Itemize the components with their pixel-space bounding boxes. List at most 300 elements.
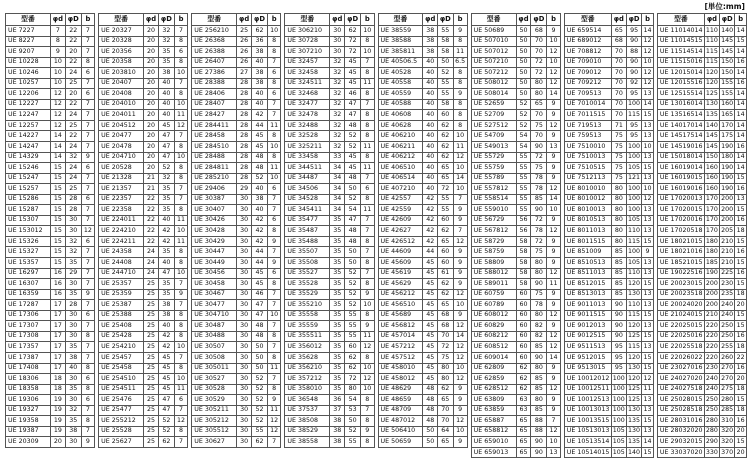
dimension-cell: 80 [531, 310, 547, 321]
dimension-cell: 68 [531, 26, 547, 37]
model-cell: UE 9011013 [564, 300, 611, 311]
model-cell: UE 458010 [378, 363, 423, 374]
dimension-cell: 17 [50, 300, 65, 311]
table-row [657, 131, 746, 142]
model-cell: UE 25428 [99, 331, 144, 342]
table-row [471, 142, 560, 153]
model-cell: UE 345411 [285, 205, 330, 216]
dimension-cell: 50 [423, 426, 438, 437]
table-row [285, 321, 374, 332]
dimension-cell: 72 [345, 36, 361, 47]
model-cell: UE 558514 [471, 194, 516, 205]
model-cell: UE 20478 [99, 142, 144, 153]
dimension-cell: 125 [626, 384, 641, 395]
table-row [99, 395, 188, 406]
model-cell: UE 45619 [378, 268, 423, 279]
dimension-cell: 35 [330, 279, 345, 290]
model-cell: UE 7510515 [564, 163, 611, 174]
dimension-cell: 47 [252, 310, 268, 321]
dimension-cell: 30 [237, 310, 252, 321]
table-row [192, 395, 281, 406]
dimension-cell: 14 [735, 120, 747, 131]
dimension-cell: 40 [252, 89, 268, 100]
dimension-cell: 7 [174, 405, 187, 416]
dimension-cell: 16 [50, 289, 65, 300]
dimension-cell: 16 [735, 247, 747, 258]
dimension-cell: 35 [65, 384, 81, 395]
dimension-cell: 22 [65, 57, 81, 68]
dimension-cell: 100 [611, 395, 626, 406]
dimension-cell: 10 [453, 184, 467, 195]
dimension-cell: 52 [158, 163, 174, 174]
dimension-cell: 47 [158, 395, 174, 406]
model-cell: UE 15357 [6, 258, 51, 269]
dimension-cell: 9 [547, 215, 560, 226]
dimension-cell: 25 [65, 184, 81, 195]
dimension-cell: 13 [642, 120, 654, 131]
dimension-cell: 12 [547, 78, 560, 89]
model-cell: UE 487012 [378, 416, 423, 427]
dimension-cell: 190 [720, 173, 735, 184]
dimension-cell: 13 [547, 447, 560, 458]
model-cell: UE 19358 [6, 416, 51, 427]
model-cell: UE 35559 [285, 321, 330, 332]
model-cell: UE 60759 [471, 289, 516, 300]
dimension-cell: 20 [735, 426, 747, 437]
model-cell: UE 58809 [471, 258, 516, 269]
dimension-cell: 52 [252, 395, 268, 406]
dimension-cell: 8 [50, 36, 65, 47]
table-row [657, 110, 746, 121]
table-row [99, 321, 188, 332]
dimension-cell: 35 [65, 416, 81, 427]
dimension-cell: 85 [531, 374, 547, 385]
dimension-cell: 9 [50, 47, 65, 58]
table-row [99, 163, 188, 174]
dimension-cell: 55 [345, 321, 361, 332]
model-cell: UE 559010 [471, 205, 516, 216]
table-row [285, 89, 374, 100]
model-cell: UE 12015516 [657, 78, 704, 89]
dimension-cell: 26 [237, 57, 252, 68]
dimension-cell: 32 [330, 68, 345, 79]
dimension-cell: 120 [626, 352, 641, 363]
dimension-cell: 7 [267, 247, 280, 258]
dimension-cell: 9 [547, 374, 560, 385]
dimension-cell: 25 [144, 321, 159, 332]
dimension-cell: 10 [642, 57, 654, 68]
table-row [192, 384, 281, 395]
model-cell: UE 50659 [378, 437, 423, 448]
table-row [192, 363, 281, 374]
dimension-cell: 190 [720, 184, 735, 195]
dimension-cell: 15 [735, 395, 747, 406]
dimension-cell: 47 [158, 131, 174, 142]
dimension-cell: 25 [65, 78, 81, 89]
model-cell: UE 244710 [99, 268, 144, 279]
dimension-cell: 52 [158, 416, 174, 427]
model-cell: UE 457512 [378, 352, 423, 363]
dimension-cell: 11 [267, 363, 280, 374]
model-cell: UE 35558 [285, 310, 330, 321]
dimension-cell: 12 [547, 331, 560, 342]
dimension-cell: 6.5 [453, 57, 467, 68]
model-cell: UE 508012 [471, 78, 516, 89]
table-row [471, 215, 560, 226]
dimension-cell: 90 [626, 57, 641, 68]
table-row [378, 226, 467, 237]
model-cell: UE 24027518 [657, 384, 704, 395]
table-row [657, 279, 746, 290]
dimension-cell: 40 [252, 205, 268, 216]
model-cell: UE 256210 [192, 26, 237, 37]
dimension-cell: 85 [611, 279, 626, 290]
dimension-cell: 7 [174, 26, 187, 37]
dimension-cell: 9 [453, 215, 467, 226]
dimension-cell: 6 [81, 163, 94, 174]
dimension-cell: 22 [144, 215, 159, 226]
model-cell: UE 8010012 [564, 194, 611, 205]
model-cell: UE 10228 [6, 57, 51, 68]
dimension-cell: 52 [345, 131, 361, 142]
dimension-cell: 15 [50, 247, 65, 258]
dimension-cell: 35 [330, 342, 345, 353]
table-row [378, 258, 467, 269]
dimension-cell: 16 [735, 416, 747, 427]
dimension-cell: 35 [330, 363, 345, 374]
column-header: b [547, 14, 560, 26]
table-row [657, 68, 746, 79]
table-row [192, 352, 281, 363]
dimension-cell: 9 [547, 300, 560, 311]
dimension-cell: 32 [330, 78, 345, 89]
dimension-cell: 8 [267, 331, 280, 342]
dimension-cell: 10 [361, 300, 374, 311]
dimension-cell: 15 [735, 279, 747, 290]
dimension-cell: 90 [611, 300, 626, 311]
dimension-cell: 58 [516, 268, 531, 279]
model-cell: UE 29406 [192, 184, 237, 195]
dimension-cell: 32 [65, 152, 81, 163]
table-row [99, 194, 188, 205]
dimension-cell: 62 [438, 120, 454, 131]
dimension-cell: 82 [531, 321, 547, 332]
table-row [192, 163, 281, 174]
table-row [285, 437, 374, 448]
dimension-cell: 7 [361, 57, 374, 68]
model-cell: UE 55729 [471, 152, 516, 163]
table-row [192, 374, 281, 385]
dimension-cell: 52 [438, 68, 454, 79]
dimension-cell: 62 [438, 279, 454, 290]
dimension-cell: 135 [704, 110, 719, 121]
table-row [564, 268, 653, 279]
dimension-cell: 75 [611, 152, 626, 163]
table-row [657, 205, 746, 216]
dimension-cell: 70 [611, 110, 626, 121]
dimension-cell: 8 [361, 194, 374, 205]
model-cell: UE 457014 [378, 331, 423, 342]
dimension-cell: 9 [81, 152, 94, 163]
dimension-cell: 55 [516, 194, 531, 205]
dimension-cell: 17 [50, 331, 65, 342]
table-row [657, 215, 746, 226]
dimension-cell: 13 [642, 268, 654, 279]
dimension-cell: 30 [65, 437, 81, 448]
table-row [99, 268, 188, 279]
dimension-cell: 100 [626, 99, 641, 110]
dimension-cell: 13 [642, 173, 654, 184]
dimension-cell: 90 [531, 352, 547, 363]
table-row [378, 99, 467, 110]
table-row [192, 57, 281, 68]
model-cell: UE 40506.5 [378, 57, 423, 68]
dimension-cell: 52 [345, 142, 361, 153]
dimension-cell: 62 [345, 352, 361, 363]
dimension-cell: 8 [361, 36, 374, 47]
dimension-cell: 40 [423, 163, 438, 174]
model-cell: UE 25458 [99, 363, 144, 374]
dimension-cell: 7 [50, 26, 65, 37]
dimension-cell: 38 [330, 416, 345, 427]
dimension-cell: 56 [516, 226, 531, 237]
table-row [657, 89, 746, 100]
dimension-cell: 14 [642, 99, 654, 110]
dimension-cell: 35 [330, 247, 345, 258]
dimension-cell: 42 [158, 331, 174, 342]
model-cell: UE 18306 [6, 374, 51, 385]
dimension-cell: 32 [158, 26, 174, 37]
table-row [378, 152, 467, 163]
dimension-cell: 6 [267, 184, 280, 195]
dimension-cell: 54 [345, 395, 361, 406]
table-row [378, 279, 467, 290]
dimension-cell: 14 [453, 331, 467, 342]
dimension-cell: 38 [423, 26, 438, 37]
dimension-cell: 40 [423, 120, 438, 131]
dimension-cell: 45 [423, 310, 438, 321]
dimension-cell: 15 [642, 163, 654, 174]
dimension-cell: 90 [531, 279, 547, 290]
model-cell: UE 25387 [99, 300, 144, 311]
dimension-cell: 8 [174, 331, 187, 342]
dimension-cell: 52 [252, 374, 268, 385]
table-row [657, 352, 746, 363]
table-row [99, 374, 188, 385]
column-header: b [174, 14, 187, 26]
table-row [6, 258, 95, 269]
dimension-cell: 22 [144, 194, 159, 205]
dimension-cell: 230 [720, 279, 735, 290]
dimension-cell: 30 [65, 226, 81, 237]
dimension-cell: 48 [252, 152, 268, 163]
model-cell: UE 8010513 [564, 215, 611, 226]
table-row [657, 236, 746, 247]
dimension-cell: 24 [65, 142, 81, 153]
dimension-cell: 130 [704, 99, 719, 110]
dimension-cell: 18 [735, 289, 747, 300]
dimension-cell: 120 [626, 321, 641, 332]
dimension-cell: 150 [720, 57, 735, 68]
dimension-cell: 72 [438, 184, 454, 195]
model-cell: UE 28488 [192, 152, 237, 163]
dimension-cell: 25 [144, 437, 159, 448]
model-cell: UE 35487 [285, 226, 330, 237]
table-row [471, 78, 560, 89]
dimension-cell: 210 [704, 310, 719, 321]
dimension-cell: 275 [720, 384, 735, 395]
dimension-cell: 70 [531, 131, 547, 142]
dimension-cell: 6 [267, 268, 280, 279]
dimension-cell: 78 [531, 300, 547, 311]
column-header: φd [237, 14, 252, 26]
dimension-cell: 30 [65, 279, 81, 290]
dimension-cell: 10 [453, 300, 467, 311]
dimension-cell: 8 [361, 110, 374, 121]
model-cell: UE 30456 [192, 268, 237, 279]
table-row [471, 405, 560, 416]
dimension-cell: 20 [144, 89, 159, 100]
model-cell: UE 11515016 [657, 57, 704, 68]
dimension-cell: 9 [453, 258, 467, 269]
dimension-cell: 8 [174, 173, 187, 184]
dimension-cell: 10 [547, 57, 560, 68]
model-cell: UE 42557 [378, 194, 423, 205]
table-row [657, 184, 746, 195]
table-row [99, 247, 188, 258]
model-cell: UE 203810 [99, 68, 144, 79]
dimension-cell: 190 [704, 268, 719, 279]
table-row [99, 426, 188, 437]
dimension-cell: 62 [516, 374, 531, 385]
dimension-cell: 10 [361, 47, 374, 58]
dimension-cell: 8 [174, 310, 187, 321]
table-row [192, 437, 281, 448]
model-cell: UE 9012515 [564, 331, 611, 342]
table-row [471, 194, 560, 205]
table-row [99, 89, 188, 100]
table-row [192, 226, 281, 237]
dimension-cell: 70 [611, 99, 626, 110]
dimension-cell: 62 [345, 363, 361, 374]
model-cell: UE 18021016 [657, 247, 704, 258]
table-row [192, 152, 281, 163]
dimension-cell: 47 [158, 405, 174, 416]
table-row [285, 184, 374, 195]
dimension-cell: 75 [611, 163, 626, 174]
dimension-cell: 30 [237, 258, 252, 269]
dimension-cell: 8 [361, 279, 374, 290]
dimension-cell: 220 [704, 331, 719, 342]
model-cell: UE 8512015 [564, 279, 611, 290]
dimension-cell: 38 [65, 352, 81, 363]
dimension-cell: 10 [642, 184, 654, 195]
dimension-cell: 35 [158, 194, 174, 205]
model-cell: UE 355511 [285, 331, 330, 342]
model-cell: UE 344511 [285, 163, 330, 174]
model-cell: UE 10513514 [564, 437, 611, 448]
dimension-cell: 155 [720, 78, 735, 89]
dimension-cell: 8 [174, 142, 187, 153]
dimension-cell: 50 [345, 247, 361, 258]
table-row [99, 36, 188, 47]
model-cell: UE 14247 [6, 142, 51, 153]
table-row [192, 184, 281, 195]
dimension-cell: 30 [237, 416, 252, 427]
model-cell: UE 30467 [192, 289, 237, 300]
model-cell: UE 25477 [99, 405, 144, 416]
dimension-cell: 40 [423, 152, 438, 163]
table-row [99, 120, 188, 131]
table-row [471, 321, 560, 332]
dimension-cell: 30 [237, 194, 252, 205]
dimension-cell: 30 [237, 205, 252, 216]
dimension-cell: 48 [252, 331, 268, 342]
dimension-cell: 10 [267, 173, 280, 184]
dimension-cell: 9 [453, 26, 467, 37]
dimension-cell: 7 [174, 131, 187, 142]
table-row [285, 363, 374, 374]
table-row [285, 236, 374, 247]
model-cell: UE 30728 [285, 36, 330, 47]
dimension-cell: 45 [423, 342, 438, 353]
dimension-cell: 10 [174, 342, 187, 353]
model-cell: UE 17020016 [657, 215, 704, 226]
dimension-cell: 8 [267, 47, 280, 58]
dimension-cell: 46 [345, 89, 361, 100]
dimension-cell: 9 [547, 236, 560, 247]
table-row [285, 352, 374, 363]
dimension-cell: 13 [642, 342, 654, 353]
dimension-cell: 12 [642, 374, 654, 385]
model-cell: UE 17408 [6, 363, 51, 374]
column-header: b [267, 14, 280, 26]
table-row [378, 194, 467, 205]
model-cell: UE 15307 [6, 215, 51, 226]
dimension-cell: 30 [237, 279, 252, 290]
dimension-cell: 42 [252, 215, 268, 226]
dimension-cell: 55 [438, 78, 454, 89]
model-cell: UE 659514 [564, 26, 611, 37]
table-row [564, 289, 653, 300]
model-cell: UE 27386 [192, 68, 237, 79]
dimension-cell: 105 [626, 258, 641, 269]
dimension-cell: 14 [735, 89, 747, 100]
model-cell: UE 709010 [564, 57, 611, 68]
dimension-cell: 35 [65, 289, 81, 300]
column-header: 型番 [99, 14, 144, 26]
dimension-cell: 42 [423, 205, 438, 216]
table-row [471, 57, 560, 68]
dimension-cell: 65 [438, 173, 454, 184]
dimension-cell: 115 [626, 342, 641, 353]
header-row [192, 14, 281, 26]
table-row [564, 395, 653, 406]
table-row [378, 236, 467, 247]
dimension-cell: 190 [720, 142, 735, 153]
model-cell: UE 10012513 [564, 395, 611, 406]
model-cell: UE 15246 [6, 163, 51, 174]
dimension-cell: 38 [252, 194, 268, 205]
model-cell: UE 358010 [285, 384, 330, 395]
dimension-cell: 53 [345, 405, 361, 416]
table-row [564, 131, 653, 142]
dimension-cell: 11 [453, 142, 467, 153]
dimension-cell: 7 [81, 47, 94, 58]
dimension-cell: 40 [158, 258, 174, 269]
dimension-cell: 63 [516, 405, 531, 416]
dimension-cell: 75 [438, 352, 454, 363]
